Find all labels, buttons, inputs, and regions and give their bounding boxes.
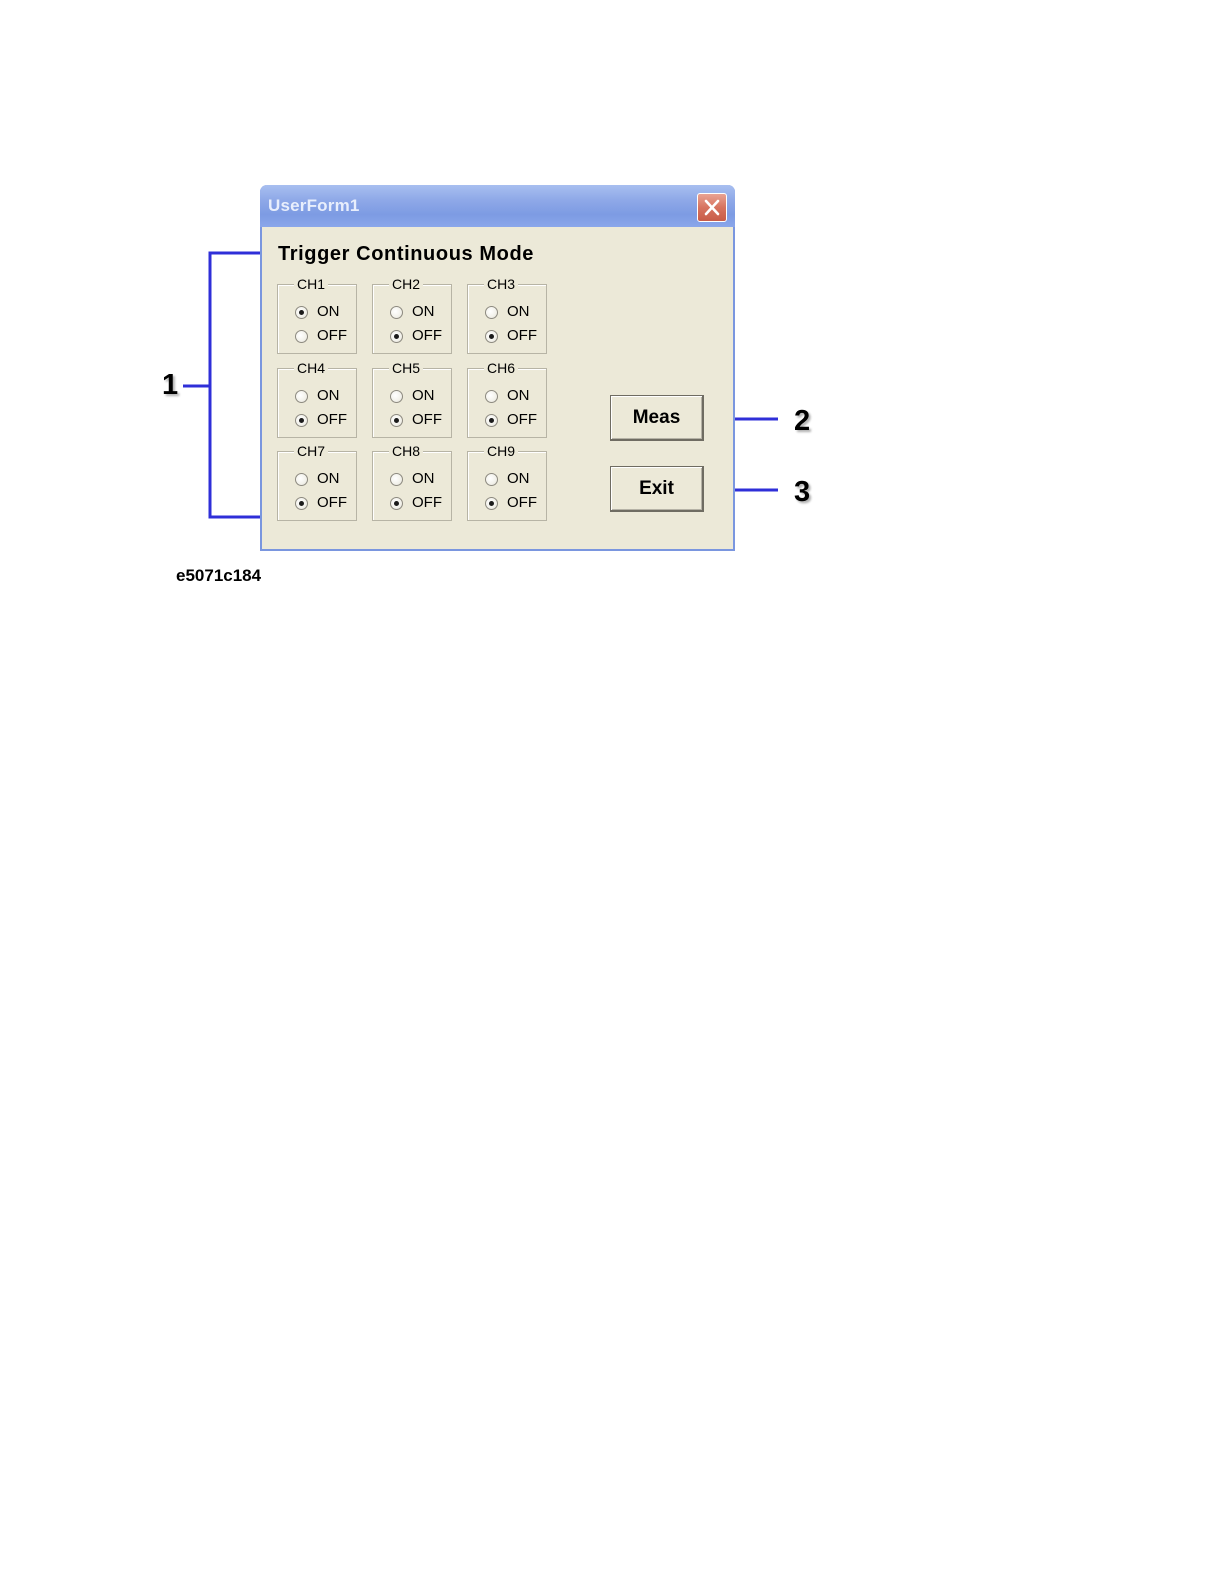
channel-label: CH6 xyxy=(484,360,518,376)
ch9-on-option[interactable] xyxy=(485,470,530,488)
channel-label: CH3 xyxy=(484,276,518,292)
meas-button[interactable]: Meas xyxy=(610,395,704,441)
ch1-off-option[interactable] xyxy=(295,327,347,345)
window-title: UserForm1 xyxy=(268,196,360,215)
ch9-off-option[interactable] xyxy=(485,494,537,512)
ch4-off-option[interactable] xyxy=(295,411,347,429)
radio-button[interactable] xyxy=(390,497,403,510)
channel-frame-ch4 xyxy=(277,360,357,438)
ch1-on-option[interactable] xyxy=(295,303,340,321)
ch8-off-option[interactable] xyxy=(390,494,442,512)
channel-frame-ch1 xyxy=(277,276,357,354)
radio-button[interactable] xyxy=(390,330,403,343)
radio-label: OFF xyxy=(317,494,347,511)
radio-label: OFF xyxy=(317,327,347,344)
radio-label: OFF xyxy=(507,327,537,344)
radio-label: ON xyxy=(317,387,340,404)
ch3-off-option[interactable] xyxy=(485,327,537,345)
channel-frame-ch9 xyxy=(467,443,547,521)
channel-frame-ch6 xyxy=(467,360,547,438)
radio-button[interactable] xyxy=(295,497,308,510)
radio-button[interactable] xyxy=(485,414,498,427)
figure-caption: e5071c184 xyxy=(176,566,262,585)
radio-button[interactable] xyxy=(485,390,498,403)
radio-label: OFF xyxy=(412,494,442,511)
radio-button[interactable] xyxy=(390,473,403,486)
ch7-on-option[interactable] xyxy=(295,470,340,488)
title-bar[interactable] xyxy=(260,185,735,227)
radio-button[interactable] xyxy=(295,306,308,319)
ch2-on-option[interactable] xyxy=(390,303,435,321)
radio-label: OFF xyxy=(317,411,347,428)
callout-number-3: 3 xyxy=(794,476,811,508)
ch4-on-option[interactable] xyxy=(295,387,340,405)
radio-button[interactable] xyxy=(295,330,308,343)
exit-button[interactable]: Exit xyxy=(610,466,704,512)
ch6-off-option[interactable] xyxy=(485,411,537,429)
radio-button[interactable] xyxy=(295,414,308,427)
radio-label: ON xyxy=(317,303,340,320)
userform-window xyxy=(260,185,735,551)
radio-button[interactable] xyxy=(485,497,498,510)
form-client-area xyxy=(262,227,733,549)
radio-label: OFF xyxy=(507,411,537,428)
radio-button[interactable] xyxy=(390,306,403,319)
ch8-on-option[interactable] xyxy=(390,470,435,488)
ch3-on-option[interactable] xyxy=(485,303,530,321)
radio-label: ON xyxy=(507,387,530,404)
channel-frame-ch7 xyxy=(277,443,357,521)
radio-button[interactable] xyxy=(485,306,498,319)
callout-number-2: 2 xyxy=(794,405,811,437)
radio-label: OFF xyxy=(412,411,442,428)
channel-label: CH9 xyxy=(484,443,518,459)
channel-frame-ch2 xyxy=(372,276,452,354)
ch5-on-option[interactable] xyxy=(390,387,435,405)
ch2-off-option[interactable] xyxy=(390,327,442,345)
channel-frame-ch3 xyxy=(467,276,547,354)
ch6-on-option[interactable] xyxy=(485,387,530,405)
radio-label: ON xyxy=(412,387,435,404)
radio-button[interactable] xyxy=(390,414,403,427)
channel-label: CH2 xyxy=(389,276,423,292)
close-button[interactable] xyxy=(697,193,727,222)
channel-label: CH5 xyxy=(389,360,423,376)
radio-label: ON xyxy=(507,470,530,487)
callout-number-1: 1 xyxy=(162,369,179,401)
form-heading: Trigger Continuous Mode xyxy=(278,243,535,265)
channel-label: CH4 xyxy=(294,360,328,376)
close-icon xyxy=(703,198,721,217)
ch5-off-option[interactable] xyxy=(390,411,442,429)
radio-label: ON xyxy=(507,303,530,320)
radio-button[interactable] xyxy=(485,473,498,486)
radio-label: OFF xyxy=(507,494,537,511)
radio-button[interactable] xyxy=(390,390,403,403)
radio-label: OFF xyxy=(412,327,442,344)
channel-frame-ch5 xyxy=(372,360,452,438)
radio-label: ON xyxy=(412,470,435,487)
radio-button[interactable] xyxy=(295,473,308,486)
radio-button[interactable] xyxy=(295,390,308,403)
radio-button[interactable] xyxy=(485,330,498,343)
channel-frame-ch8 xyxy=(372,443,452,521)
radio-label: ON xyxy=(412,303,435,320)
channel-label: CH1 xyxy=(294,276,328,292)
channel-label: CH7 xyxy=(294,443,328,459)
channel-label: CH8 xyxy=(389,443,423,459)
ch7-off-option[interactable] xyxy=(295,494,347,512)
radio-label: ON xyxy=(317,470,340,487)
